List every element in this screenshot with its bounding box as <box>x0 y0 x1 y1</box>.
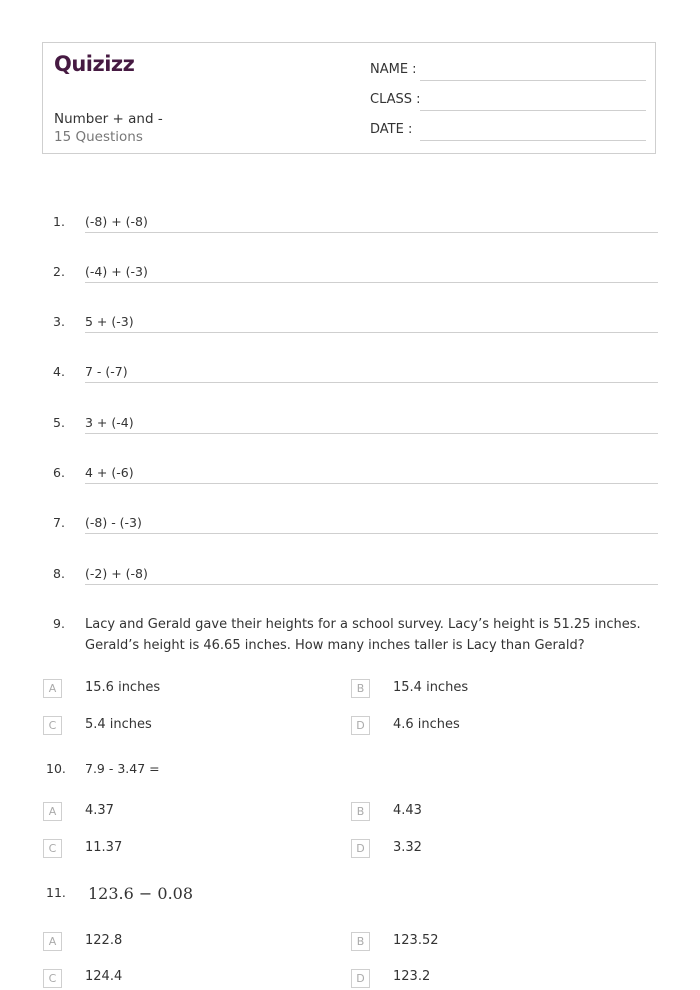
option-d-badge[interactable]: D <box>351 969 370 988</box>
class-field[interactable] <box>370 89 646 111</box>
date-field[interactable] <box>370 119 646 141</box>
question-text: (-2) + (-8) <box>85 566 148 581</box>
answer-line[interactable] <box>85 282 658 283</box>
question-number: 11. <box>46 885 66 900</box>
option-a-badge[interactable]: A <box>43 802 62 821</box>
option-c-badge[interactable]: C <box>43 969 62 988</box>
question-number: 5. <box>53 415 65 430</box>
option-a-text: 4.37 <box>85 803 114 818</box>
answer-line[interactable] <box>85 232 658 233</box>
question-number: 10. <box>46 761 66 776</box>
question-text: (-8) - (-3) <box>85 515 142 530</box>
option-c-badge[interactable]: C <box>43 839 62 858</box>
option-d-badge[interactable]: D <box>351 839 370 858</box>
class-label: CLASS : <box>370 92 421 107</box>
name-line[interactable] <box>420 80 646 81</box>
option-a-text: 122.8 <box>85 933 123 948</box>
option-c-text: 11.37 <box>85 840 123 855</box>
worksheet-title: Number + and - <box>54 111 163 127</box>
question-text: 7 - (-7) <box>85 364 128 379</box>
quizizz-logo: Quizizz <box>54 52 135 76</box>
question-number: 4. <box>53 364 65 379</box>
option-b-text: 15.4 inches <box>393 680 469 695</box>
date-label: DATE : <box>370 122 413 137</box>
question-number: 6. <box>53 465 65 480</box>
question-math-expression: 123.6 − 0.08 <box>88 884 194 903</box>
question-number: 1. <box>53 214 65 229</box>
question-number: 7. <box>53 515 65 530</box>
question-text: 3 + (-4) <box>85 415 134 430</box>
option-c-text: 5.4 inches <box>85 717 152 732</box>
question-number: 2. <box>53 264 65 279</box>
option-b-badge[interactable]: B <box>351 802 370 821</box>
option-c-text: 124.4 <box>85 969 123 984</box>
answer-line[interactable] <box>85 483 658 484</box>
option-b-badge[interactable]: B <box>351 679 370 698</box>
answer-line[interactable] <box>85 584 658 585</box>
option-b-badge[interactable]: B <box>351 932 370 951</box>
option-b-text: 4.43 <box>393 803 422 818</box>
question-text: Lacy and Gerald gave their heights for a school survey. Lacy’s height is 51.25 inches. Gerald’s height is 46.65 inches. How many inches taller is Lacy than Gerald? <box>85 617 641 653</box>
option-a-badge[interactable]: A <box>43 932 62 951</box>
answer-line[interactable] <box>85 433 658 434</box>
option-c-badge[interactable]: C <box>43 716 62 735</box>
question-number: 8. <box>53 566 65 581</box>
name-field[interactable] <box>370 59 646 81</box>
option-d-text: 123.2 <box>393 969 431 984</box>
class-line[interactable] <box>420 110 646 111</box>
question-count: 15 Questions <box>54 129 143 145</box>
option-d-text: 3.32 <box>393 840 422 855</box>
question-text: (-8) + (-8) <box>85 214 148 229</box>
option-b-text: 123.52 <box>393 933 439 948</box>
question-text: 7.9 - 3.47 = <box>85 761 160 776</box>
name-label: NAME : <box>370 62 417 77</box>
worksheet-header <box>42 42 656 154</box>
answer-line[interactable] <box>85 382 658 383</box>
question-text: 5 + (-3) <box>85 314 134 329</box>
answer-line[interactable] <box>85 533 658 534</box>
option-a-text: 15.6 inches <box>85 680 161 695</box>
option-d-badge[interactable]: D <box>351 716 370 735</box>
question-text: (-4) + (-3) <box>85 264 148 279</box>
answer-line[interactable] <box>85 332 658 333</box>
question-text: 4 + (-6) <box>85 465 134 480</box>
question-number: 3. <box>53 314 65 329</box>
date-line[interactable] <box>420 140 646 141</box>
option-d-text: 4.6 inches <box>393 717 460 732</box>
question-number: 9. <box>53 616 65 631</box>
option-a-badge[interactable]: A <box>43 679 62 698</box>
